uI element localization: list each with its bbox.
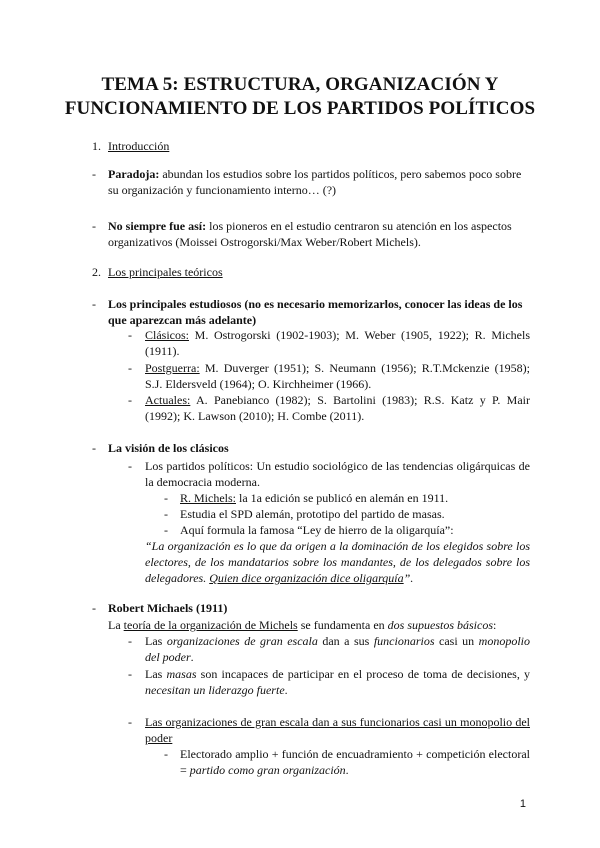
ley-hierro-item: Aquí formula la famosa “Ley de hierro de la oligarquía”: — [180, 523, 454, 537]
gran-escala-heading: Las organizaciones de gran escala dan a sus funcionarios casi un monopolio del poder — [145, 715, 530, 745]
postguerra-label: Postguerra: — [145, 361, 200, 375]
bullet-dash: - — [164, 747, 168, 761]
text-part: dan a sus — [317, 634, 374, 648]
intro-part: La — [108, 618, 124, 632]
principales-heading: Los principales estudiosos (no es necesario memorizarlos, conocer las ideas de los que aparezcan más adelante) — [108, 297, 523, 327]
spd-item: Estudia el SPD alemán, prototipo del partido de masas. — [180, 507, 445, 521]
text-part: monopolio del poder — [145, 634, 531, 664]
section-2-number: 2. — [92, 265, 101, 279]
michels-label: R. Michels: — [180, 491, 236, 505]
text-part: necesitan un liderazgo fuerte — [145, 683, 285, 697]
text-part: son incapaces de participar en el proceso de toma de decisiones, y — [196, 667, 531, 681]
title-line-2: FUNCIONAMIENTO DE LOS PARTIDOS POLÍTICOS — [64, 98, 536, 119]
supuesto-2 — [145, 666, 530, 698]
michels-quote — [145, 538, 530, 586]
quote-part-b: Quien dice organización dice oligarquía — [209, 571, 404, 585]
bullet-dash: - — [128, 459, 132, 473]
partido-gran-organizacion — [180, 746, 530, 778]
bullet-dash: - — [164, 507, 168, 521]
vision-clasicos-heading: La visión de los clásicos — [108, 441, 229, 455]
text-part: Las — [145, 667, 167, 681]
no-siempre-label: No siempre fue así: — [108, 219, 207, 233]
actuales-label: Actuales: — [145, 393, 191, 407]
text-part: funcionarios — [373, 634, 435, 648]
intro-part: : — [493, 618, 497, 632]
clasicos-label: Clásicos: — [145, 328, 189, 342]
text-part: organizaciones de gran escala — [166, 634, 318, 648]
clasicos-list-item — [145, 327, 530, 359]
text-part: masas — [166, 667, 197, 681]
section-2-heading: Los principales teóricos — [108, 265, 223, 279]
intro-supuestos: dos supuestos básicos — [387, 618, 494, 632]
actuales-authors: A. Panebianco (1982); S. Bartolini (1983); R.S. Katz y P. Mair (1992); K. Lawson (2010); H. Combe (2011). — [145, 393, 530, 423]
no-siempre-paragraph — [108, 218, 538, 250]
bullet-dash: - — [164, 523, 168, 537]
bullet-dash: - — [92, 219, 96, 233]
bullet-dash: - — [164, 491, 168, 505]
text-part: Las — [145, 634, 167, 648]
paradoja-label: Paradoja: — [108, 167, 160, 181]
bullet-dash: - — [92, 601, 96, 615]
page-number: 1 — [519, 798, 526, 810]
bullet-dash: - — [128, 361, 132, 375]
title-line-1: TEMA 5: ESTRUCTURA, ORGANIZACIÓN Y — [101, 74, 499, 95]
michels-edition-item — [180, 490, 448, 506]
paradoja-paragraph — [108, 166, 533, 198]
quote-part-c: ”. — [403, 571, 414, 585]
postguerra-list-item — [145, 360, 530, 392]
paradoja-text: abundan los estudios sobre los partidos políticos, pero sabemos poco sobre su organización y funcionamiento interno… (?) — [108, 167, 522, 197]
bullet-dash: - — [128, 393, 132, 407]
robert-michaels-heading: Robert Michaels (1911) — [108, 601, 228, 615]
postguerra-authors: M. Duverger (1951); S. Neumann (1956); R.T.Mckenzie (1958); S.J. Eldersveld (1964); O. Kirchheimer (1966). — [145, 361, 530, 391]
bullet-dash: - — [92, 297, 96, 311]
bullet-dash: - — [92, 167, 96, 181]
bullet-dash: - — [92, 441, 96, 455]
bullet-dash: - — [128, 328, 132, 342]
text-part: partido como gran organización — [189, 763, 346, 777]
bullet-dash: - — [128, 634, 132, 648]
clasicos-authors: M. Ostrogorski (1902-1903); M. Weber (1905, 1922); R. Michels (1911). — [145, 328, 530, 358]
text-part: . — [190, 650, 194, 664]
text-part: casi un — [434, 634, 479, 648]
michels-edition-text: la 1a edición se publicó en alemán en 1911. — [236, 491, 449, 505]
intro-theory-link: teoría de la organización de Michels — [123, 618, 298, 632]
text-part: . — [284, 683, 288, 697]
actuales-list-item — [145, 392, 530, 424]
michels-theory-intro — [108, 617, 538, 633]
intro-part: se fundamenta en — [297, 618, 388, 632]
text-part: . — [345, 763, 349, 777]
supuesto-1 — [145, 633, 530, 665]
bullet-dash: - — [128, 667, 132, 681]
section-1-heading: Introducción — [108, 139, 170, 153]
bullet-dash: - — [128, 715, 132, 729]
quote-part-a: “La organización es lo que da origen a la dominación de los elegidos sobre los electores, de los mandatarios sobre los mandantes, de los delegados sobre los delegadores. — [145, 539, 530, 585]
vision-clasicos-item: Los partidos políticos: Un estudio sociológico de las tendencias oligárquicas de la democracia moderna. — [145, 459, 530, 489]
no-siempre-text: los pioneros en el estudio centraron su atención en los aspectos organizativos (Moissei Ostrogorski/Max Weber/Robert Michels). — [108, 219, 512, 249]
section-1-number: 1. — [92, 139, 101, 153]
text-part: Electorado amplio + función de encuadramiento + competición electoral = — [180, 747, 530, 777]
